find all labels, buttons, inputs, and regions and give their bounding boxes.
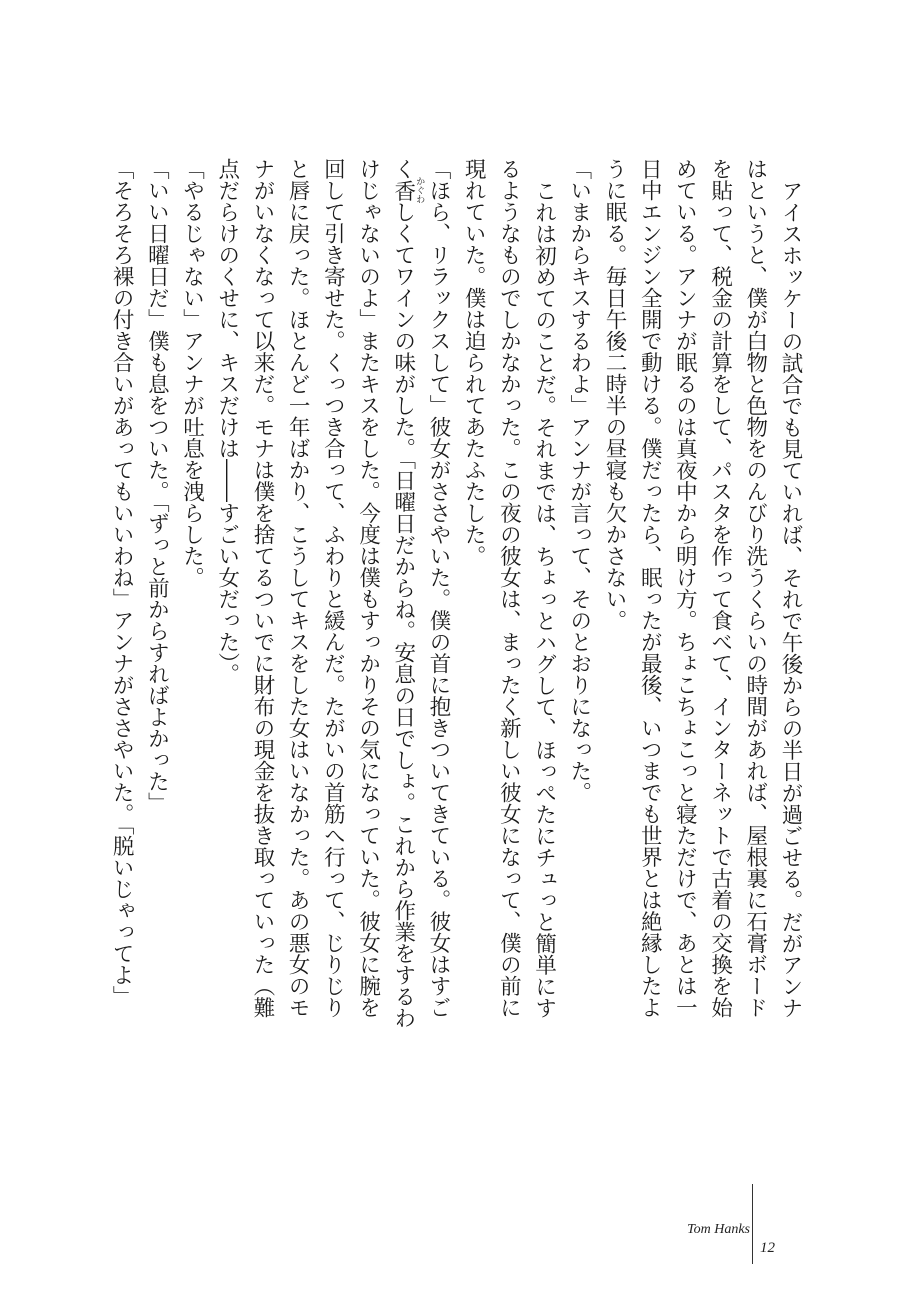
footer-author: Tom Hanks (687, 1222, 750, 1237)
paragraph-7: 「そろそろ裸の付き合いがあってもいいわね」アンナがささやいた。「脱いじゃってよ」 (109, 158, 135, 1008)
paragraph-6: 「いい日曜日だ」僕も息をついた。「ずっと前からすればよかった」 (144, 158, 170, 814)
paragraph-4 (210, 158, 456, 1038)
ruby-kaguwa (390, 176, 425, 204)
vertical-body-text (108, 158, 808, 1038)
paragraph-2: 「いまからキスするわよ」アンナが言って、そのとおりになった。 (566, 158, 592, 803)
paragraph-4-text-b: しくてワインの味がした。「日曜日だからね。安息の日でしょ。これから作業をするわけじゃないのよ」またキスをした。今度は僕もすっかりその気になっていた。彼女に腕を回して引き寄せた。くっつき合って、ふわりと緩んだ。たがいの首筋へ行って、じりじりと唇に戻った。ほとんど一年ばかり、こうしてキスをした女はいなかった。あの悪女のモナがいなくなって以来だ。モナは僕を捨てるついでに財布の現金を抜き取っていった（難点だらけのくせに、キスだけは――すごい女だった）。 (214, 158, 416, 1029)
paragraph-5: 「やるじゃない」アンナが吐息を洩らした。 (179, 158, 205, 588)
footer-divider (752, 1184, 753, 1264)
paragraph-1: アイスホッケーの試合でも見ていれば、それで午後からの半日が過ごせる。だがアンナはというと、僕が白物と色物をのんびり洗うくらいの時間があれば、屋根裏に石膏ボードを貼って、税金の計算をして、パスタを作って食べて、インターネットで古着の交換を始めている。アンナが眠るのは真夜中から明け方。ちょこちょこっと寝ただけで、あとは一日中エンジン全開で動ける。僕だったら、眠ったが最後、いつまでも世界とは絶縁したように眠る。毎日午後二時半の昼寝も欠かさない。 (601, 158, 803, 1018)
ruby-base: 香 (390, 176, 416, 204)
ruby-reading: かぐわ (414, 176, 425, 204)
page-number: 12 (760, 1240, 775, 1256)
paragraph-3: これは初めてのことだ。それまでは、ちょっとハグして、ほっぺたにチュっと簡単にするようなものでしかなかった。この夜の彼女は、まったく新しい彼女になって、僕の前に現れていた。僕は迫られてあたふたした。 (461, 158, 557, 1018)
paragraph-4-text-a: 「ほら、リラックスして」彼女がささやいた。僕の首に抱きついてきている。彼女はすごく (390, 158, 451, 1018)
